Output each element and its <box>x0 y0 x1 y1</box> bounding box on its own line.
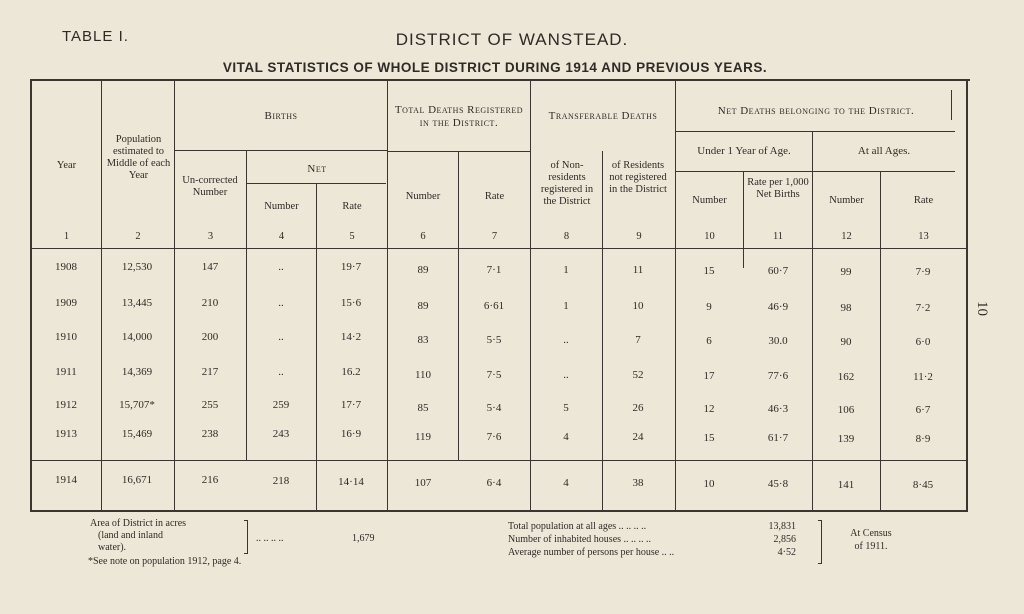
cell-residents: 11 <box>632 264 644 276</box>
total-population-label: Total population at all ages .. .. .. .. <box>508 521 647 532</box>
cell-net-births-rate: 17·7 <box>340 399 362 411</box>
cell-net-births-number: .. <box>278 331 284 343</box>
col-uncorrected-header: Un-corrected Number <box>182 175 238 199</box>
cell-under1-number: 9 <box>706 301 712 313</box>
cell-deaths-rate: 6·4 <box>486 477 502 489</box>
col-residents-header: of Residents not registered in the District <box>609 160 667 196</box>
cell-population: 15,707* <box>119 399 155 411</box>
column-number: 2 <box>135 231 141 242</box>
column-number: 5 <box>349 231 355 242</box>
col-under1-number-header: Number <box>692 195 727 206</box>
cell-residents: 7 <box>635 334 641 346</box>
cell-year: 1910 <box>55 331 77 343</box>
cell-deaths-number: 85 <box>417 402 429 414</box>
cell-uncorrected-births: 210 <box>201 297 219 309</box>
cell-under1-rate: 30.0 <box>768 335 788 347</box>
cell-all-ages-rate: 6·7 <box>915 404 931 416</box>
cell-net-births-number: .. <box>278 261 284 273</box>
cell-under1-rate: 46·9 <box>767 301 789 313</box>
cell-non-residents: 1 <box>563 300 569 312</box>
all-ages-group-header: At all Ages. <box>857 145 911 157</box>
column-number: 4 <box>278 231 285 242</box>
cell-under1-number: 10 <box>703 478 715 490</box>
cell-deaths-number: 110 <box>414 369 432 381</box>
cell-non-residents: 4 <box>563 431 569 443</box>
cell-under1-rate: 45·8 <box>767 478 789 490</box>
column-number: 11 <box>772 231 784 242</box>
net-deaths-group-header: Net Deaths belonging to the District. <box>717 105 915 117</box>
area-brace <box>244 520 248 554</box>
column-number: 12 <box>841 231 852 242</box>
cell-deaths-rate: 7·6 <box>486 431 502 443</box>
cell-under1-number: 15 <box>703 432 715 444</box>
persons-per-house-label: Average number of persons per house .. .. <box>508 547 675 558</box>
area-value: 1,679 <box>352 533 375 544</box>
total-population-value: 13,831 <box>768 521 796 532</box>
cell-all-ages-number: 90 <box>840 336 852 348</box>
cell-uncorrected-births: 217 <box>201 366 219 378</box>
column-number: 6 <box>420 231 426 242</box>
cell-residents: 10 <box>632 300 644 312</box>
cell-under1-number: 6 <box>706 335 712 347</box>
cell-all-ages-number: 106 <box>837 404 855 416</box>
cell-deaths-rate: 5·4 <box>486 402 502 414</box>
column-number: 8 <box>563 231 570 242</box>
cell-population: 12,530 <box>121 261 153 273</box>
column-number: 1 <box>63 231 70 242</box>
cell-deaths-rate: 7·5 <box>486 369 502 381</box>
table-label: TABLE I. <box>62 28 129 45</box>
cell-net-births-rate: 15·6 <box>340 297 362 309</box>
cell-deaths-rate: 5·5 <box>486 334 502 346</box>
cell-uncorrected-births: 200 <box>201 331 219 343</box>
cell-year: 1909 <box>55 297 77 309</box>
cell-net-births-rate: 16·9 <box>340 428 362 440</box>
births-group-header: Births <box>264 110 298 122</box>
cell-all-ages-rate: 8·45 <box>912 479 934 491</box>
column-number: 9 <box>636 231 642 242</box>
cell-deaths-number: 119 <box>414 431 432 443</box>
cell-under1-rate: 77·6 <box>767 370 789 382</box>
cell-under1-number: 12 <box>703 403 715 415</box>
inhabited-houses-label: Number of inhabited houses .. .. .. .. <box>508 534 652 545</box>
cell-all-ages-rate: 8·9 <box>915 433 931 445</box>
area-dots: .. .. .. .. <box>256 533 284 544</box>
cell-all-ages-number: 162 <box>837 371 855 383</box>
cell-net-births-rate: 16.2 <box>341 366 361 378</box>
cell-non-residents: 5 <box>563 402 569 414</box>
persons-per-house-value: 4·52 <box>777 547 796 558</box>
cell-under1-number: 15 <box>703 265 715 277</box>
cell-residents: 26 <box>632 402 644 414</box>
inhabited-houses-value: 2,856 <box>773 534 796 545</box>
col-births-net-rate-header: Rate <box>342 201 362 212</box>
cell-residents: 38 <box>632 477 644 489</box>
cell-deaths-number: 89 <box>417 264 429 276</box>
cell-all-ages-number: 98 <box>840 302 852 314</box>
cell-net-births-rate: 19·7 <box>340 261 362 273</box>
col-year-header: Year <box>56 160 77 171</box>
cell-under1-rate: 60·7 <box>767 265 789 277</box>
cell-all-ages-number: 139 <box>837 433 855 445</box>
cell-deaths-number: 107 <box>414 477 432 489</box>
cell-under1-number: 17 <box>703 370 715 382</box>
cell-deaths-number: 83 <box>417 334 429 346</box>
net-group-header: Net <box>307 163 327 175</box>
cell-net-births-number: 243 <box>272 428 290 440</box>
col-deaths-rate-header: Rate <box>484 191 505 202</box>
col-deaths-number-header: Number <box>405 191 441 202</box>
cell-non-residents: 1 <box>563 264 569 276</box>
cell-all-ages-rate: 7·9 <box>915 266 931 278</box>
cell-residents: 24 <box>632 431 644 443</box>
cell-under1-rate: 46·3 <box>767 403 789 415</box>
cell-population: 16,671 <box>121 474 153 486</box>
cell-year: 1911 <box>55 366 77 378</box>
cell-all-ages-number: 99 <box>840 266 852 278</box>
transferable-group-header: Transferable Deaths <box>548 110 658 122</box>
area-label-line3: water). <box>98 542 127 553</box>
cell-uncorrected-births: 147 <box>201 261 219 273</box>
col-births-net-number-header: Number <box>264 201 299 212</box>
census-line1: At Census <box>850 528 892 539</box>
col-all-number-header: Number <box>829 195 864 206</box>
cell-non-residents: .. <box>563 334 569 346</box>
cell-deaths-number: 89 <box>417 300 429 312</box>
cell-net-births-rate: 14·2 <box>340 331 362 343</box>
cell-net-births-number: .. <box>278 297 284 309</box>
cell-year: 1908 <box>55 261 77 273</box>
cell-deaths-rate: 7·1 <box>486 264 502 276</box>
col-non-residents-header: of Non-residents registered in the District <box>540 160 594 208</box>
cell-year: 1913 <box>55 428 77 440</box>
cell-year: 1914 <box>55 474 77 486</box>
page-number: 10 <box>974 301 990 316</box>
cell-non-residents: .. <box>563 369 569 381</box>
cell-net-births-number: .. <box>278 366 284 378</box>
under1-group-header: Under 1 Year of Age. <box>697 145 791 157</box>
column-number: 7 <box>491 231 498 242</box>
column-number: 13 <box>918 231 929 242</box>
col-all-rate-header: Rate <box>913 195 934 206</box>
area-label-line2: (land and inland <box>98 530 163 541</box>
cell-all-ages-rate: 7·2 <box>915 302 931 314</box>
cell-net-births-rate: 14·14 <box>338 476 364 488</box>
cell-net-births-number: 218 <box>272 475 290 487</box>
population-note: *See note on population 1912, page 4. <box>88 556 242 567</box>
main-title: VITAL STATISTICS OF WHOLE DISTRICT DURING 1914 AND PREVIOUS YEARS. <box>222 60 768 75</box>
cell-year: 1912 <box>55 399 77 411</box>
cell-all-ages-number: 141 <box>837 479 855 491</box>
cell-uncorrected-births: 238 <box>201 428 219 440</box>
census-line2: of 1911. <box>854 541 888 552</box>
cell-net-births-number: 259 <box>272 399 290 411</box>
cell-all-ages-rate: 6·0 <box>915 336 931 348</box>
cell-population: 14,369 <box>121 366 153 378</box>
cell-residents: 52 <box>632 369 644 381</box>
district-title: DISTRICT OF WANSTEAD. <box>395 30 629 49</box>
cell-non-residents: 4 <box>563 477 569 489</box>
cell-all-ages-rate: 11·2 <box>913 371 933 383</box>
col-population-header: Population estimated to Middle of each Year <box>106 134 171 182</box>
cell-deaths-rate: 6·61 <box>483 300 505 312</box>
column-number: 10 <box>704 231 715 242</box>
area-label-line1: Area of District in acres <box>90 518 187 529</box>
col-under1-rate-header: Rate per 1,000 Net Births <box>747 177 809 201</box>
census-brace <box>818 520 822 564</box>
cell-under1-rate: 61·7 <box>767 432 789 444</box>
cell-uncorrected-births: 255 <box>201 399 219 411</box>
total-deaths-group-header: Total Deaths Registered in the District. <box>394 104 524 129</box>
cell-uncorrected-births: 216 <box>201 474 219 486</box>
cell-population: 15,469 <box>121 428 153 440</box>
column-number: 3 <box>207 231 214 242</box>
cell-population: 14,000 <box>121 331 153 343</box>
cell-population: 13,445 <box>121 297 153 309</box>
